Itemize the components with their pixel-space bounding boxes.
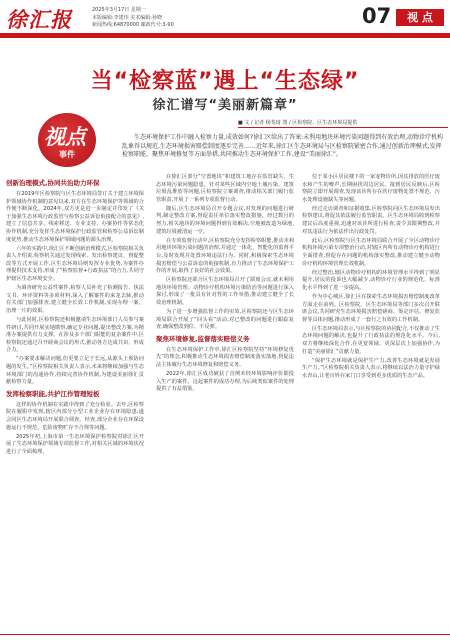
page-number: 07 [362, 4, 392, 28]
newspaper-logo: 徐汇报 [6, 7, 72, 32]
issue-date: 2025年3月17日 星期一 [92, 7, 146, 13]
masthead [0, 0, 450, 40]
paragraph: “办案要求解决问题,但更要立足于长远,从源头上预防问题的发生。”区检察院相关负责人表示,未来将继续加强与生态环境部门的沟通协作,持续完善协作机制,为建设美丽徐汇贡献检察力量。 [6, 356, 144, 386]
paragraph: 经过走访调查和证据收集,区检察院向区生态环境局发出检察建议,督促其依法履行监管职责。区生态环境局收到检察建议后高度重视,迅速对该诊所进行检查,责令其限期整改,并对其违法行为依法作出行政处罚。 [302, 205, 440, 235]
paragraph: 2022年,徐汇区成功破获了首例未经环境影响评价即投入生产的案件。这起案件的成功办理,为后续类似案件的处理提供了有益借鉴。 [156, 371, 294, 393]
headline: 当“检察蓝”遇上“生态绿” [90, 69, 360, 94]
article-column-1 [6, 176, 144, 458]
paragraph: 区检察院还联合区生态环境局召开了联席会议,就未利用地块环境管理、动物诊疗机构环境污染防治等问题进行深入探讨,形成了一批具有针对性的工作举措,推动建立健全了长效治理机制。 [156, 277, 294, 306]
paragraph: 2025年初,上海市第一生态环境保护检察院对徐汇区开展了生态环境保护领域专项监督工作,对相关区域的环境状况进行了全面梳理。 [6, 433, 144, 455]
paragraph: 为了进一步增强监督工作的实效,区检察院还与区生态环境局联合开展了“回头看”活动,对已整改的问题进行跟踪复查,确保整改到位、不反弹。 [156, 309, 294, 331]
section-heading: 发挥检察职能,共护江作管理短板 [6, 389, 100, 398]
viewpoint-seal-icon [38, 113, 96, 167]
paragraph: 区生态环境局表示,与区检察院的协同配合,不仅推动了生态环境问题的解决,也提升了行政执法的规范化水平。今后,双方将继续深化合作,在更宽领域、更深层次上加强协作,为打造“美丽徐汇”贡献力量。 [302, 325, 440, 355]
seal-sub-text: 事件 [59, 150, 75, 159]
section-heading: 创新治理模式,协同共治助力环保 [6, 179, 100, 187]
paragraph: 在2019年区检察院与区生态环境局签订关于建立环境保护领域协作机制的意见以来,双方在生态环境保护等领域的合作便不断深化。2024年,双方更是进一步制定并印发了《关于加强生态环境行政监管与检察公益诉讼衔接配合的意见》,建立了信息共享、线索移送、专业支持、办案协作等常态化协作机制,充分发挥生态环境保护行政监管和检察公益诉讼制度优势,推动生态环境保护领域问题的源头治理。 [6, 191, 144, 243]
paragraph: 位于某小区居民楼下的一家宠物诊所,因其排放的医疗废水和产生的噪声,长期困扰周边居民。接到居民反映后,区检察院立即开展调查,发现该诊所存在医疗废物处置不规范、污水处理设施缺失等问题。 [302, 174, 440, 203]
subheadline: 徐汇谱写“美丽新篇章” [152, 98, 298, 113]
paragraph: 在徐汇区部分“空置地块”和建筑工地存在监管缺失、生态环境污染问题隐患。针对某些区域内空地土壤污染、建筑垃圾乱堆放等问题,区检察院立案调查,推动相关部门履行监管职责,开展了一系列专项监督行动。 [156, 174, 294, 203]
paragraph: “保护生态环境就是保护生产力,改善生态环境就是发展生产力。”区检察院相关负责人表示,将继续以法治力量守护绿水青山,让老百姓在家门口享受到更多优质的生态产品。 [302, 357, 440, 379]
issue-contacts: 新闻热线:64870000 邮政代号:3-90 [92, 22, 174, 28]
footer-rule [0, 634, 450, 635]
article-column-2 [156, 174, 294, 395]
paragraph: 在专项监督行动中,区检察院充分发挥检察职能,推动未利用地块环境污染问题的治理,并通过一体化、智能化的监督平台,及时发现并处置环境违法行为。同时,积极探索生态环境损害赔偿与公益诉讼的衔接机制,有力推动了生态环境保护工作的开展,取得了良好的社会效果。 [156, 237, 294, 275]
issue-editors: 本版编辑:李建伟 美术编辑:孙晓 [92, 14, 162, 21]
paragraph: 为调查研究公益性案件,检察人员补充了检测报告、执法文书、环评资料等多项材料,深入了解案件的来龙去脉,推动有关部门加强排查,建立健全长效工作机制,实现办理一案、治理一片的效果。 [6, 285, 144, 314]
paragraph: 在生态环境保护工作中,徐汇区检察院坚持“环境修复优先”的理念,积极推动生态环境损害赔偿制度落实落地,督促违法主体履行生态环境修复和赔偿义务。 [156, 346, 294, 369]
paragraph: 随后,区生态环境局召开专题会议,对发现的问题进行研判,制定整改方案,督促责任单位落实整改措施。经过数月的努力,相关地块的环境问题得到有效解决,空地被改造为绿地,建筑垃圾被清运一空。 [156, 205, 294, 235]
byline: ■ 文 / 记者 杨斐琦 图 / 区检察院、区生态环境局提供 [238, 119, 448, 128]
section-badge: 视 点 [396, 9, 444, 26]
paragraph: 与此同时,区检察院还积极邀请生态环境部门人员参与案件研讨,共同开展实地勘察,确定专业问题,提出整改方案,为精准办案提供有力支撑。在涉及多个部门职能的复杂案件中,区检察院还通过召开磋商会议的形式,推动各方达成共识、形成合力。 [6, 317, 144, 354]
paragraph: 六年的实践中,徐汇区不断创新治理模式,区检察院相关负责人介绍说,检察机关通过发现线索、发出检察建议、督促整改等方式开展工作,区生态环境局则发挥专业优势,为案件办理提供技术支持,形成了“检察监督+行政执法”的合力,共同守护辖区生态环境安全。 [6, 245, 144, 283]
lead-paragraph: 生态环境保护工作中融入检察力量,成效如何?徐汇区给出了答案:未利用地块环境污染问题得到有效治理,动物诊疗机构乱象得以规范,生态环境损害赔偿制度逐步完善……近年来,徐汇区生态环境局与区检察院紧密合作,通过创新治理模式,发挥检察职能、聚焦环境修复等方面举措,共同推动生态环境保护工作,建设“美丽徐汇”。 [122, 134, 444, 159]
masthead-rule [0, 33, 450, 38]
issue-info [92, 7, 252, 30]
article-column-3 [302, 174, 440, 382]
section-heading: 聚焦环境修复,监督落实赔偿义务 [156, 334, 250, 343]
paragraph: 经过整治,辖区动物诊疗机构的环境管理水平得到了明显提升,居民的投诉也大幅减少,动物诊疗行业的规范化、标准化水平得到了进一步提高。 [302, 269, 440, 291]
paragraph: 作为中心城区,徐汇区在探索生态环境损害赔偿制度改革方面走在前列。区检察院、区生态环境局等部门多次召开联席会议,共同研究生态环境损害赔偿磋商、鉴定评估、修复监督等具体问题,推动形成了一套行之有效的工作机制。 [302, 293, 440, 323]
seal-main-text: 视点 [44, 124, 86, 149]
paragraph: 这样的协作机制在实践中得到了充分检验。去年,区检察院在履职中发现,辖区内部分小型工业企业存在环境隐患,遂会同区生态环境局开展联合调查。经查,部分企业存在环保设施运行不规范、危险废物贮存不合规等问题。 [6, 401, 144, 431]
paragraph: 此后,区检察院与区生态环境局联合开展了全区动物诊疗机构环境污染专项整治行动,对辖区内所有动物诊疗机构进行全面排查,督促存在问题的机构落实整改,推动建立健全动物诊疗机构环境管理长效机制。 [302, 237, 440, 267]
